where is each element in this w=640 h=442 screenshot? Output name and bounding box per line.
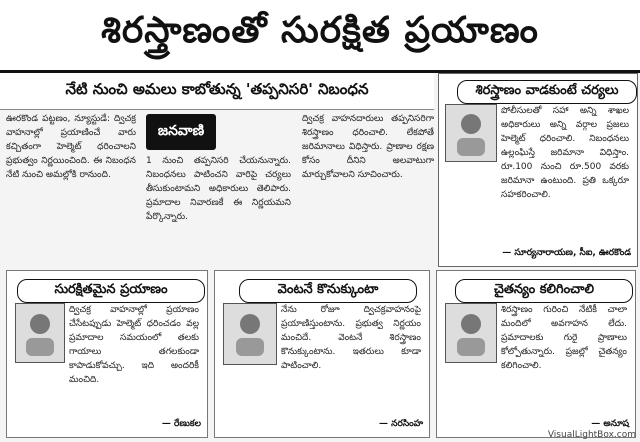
card-3-photo (445, 303, 497, 363)
opinion-card-3 (436, 270, 636, 438)
card-1-title: సురక్షితమైన ప్రయాణం (17, 279, 205, 303)
janavani-logo: జనవాణి (146, 114, 216, 150)
lead-column-2: 1 నుంచి తప్పనిసరి చేయనున్నారు. నిబంధనలు పాటించని వారిపై చర్యలు తీసుకుంటామని అధికారులు తెలిపారు. ప్రమాదాల నివారణకే ఈ నిర్ణయమని పేర్కొన్నారు. (146, 156, 291, 222)
sidebar-byline: — సూర్యనారాయణ, సీఐ, ఊరకొండ (502, 248, 631, 258)
card-2-title: వెంటనే కొనుక్కుంటా (239, 279, 417, 303)
person-icon (449, 108, 493, 158)
card-1-photo (15, 303, 65, 363)
sidebar-box (438, 73, 638, 267)
lead-headline-bar (0, 73, 434, 110)
card-3-body: శిరస్త్రాణం గురించి నేటికీ చాలా మందిలో అవగాహన లేదు. ప్రమాదాలకు గురై ప్రాణాలు కోల్పోతున్నారు. ప్రజల్లో చైతన్యం కలిగించాలి. (501, 305, 627, 371)
lead-column-3: ద్విచక్ర వాహనదారులు తప్పనిసరిగా శిరస్త్రాణం ధరించాలి. లేకపోతే జరిమానాలు విధిస్తారు. ప్రాణాల రక్షణ కోసం దీనిని అలవాటుగా మార్చుకోవాలని సూచించారు. (302, 114, 434, 180)
sidebar-body: పోలీసులతో సహా అన్ని శాఖల అధికారులు అన్ని వర్గాల ప్రజలు హెల్మెట్ ధరించాలి. నిబంధనలు ఉల్లంఘిస్తే జరిమానా విధిస్తాం. రూ.100 నుంచి రూ.500 వరకు జరిమానా ఉంటుంది. ప్రతి ఒక్కరూ సహకరించాలి. (501, 106, 629, 200)
watermark: VisualLightBox.com (547, 430, 636, 440)
page-title: శిరస్త్రాణంతో సురక్షిత ప్రయాణం (101, 10, 539, 51)
person-icon (20, 308, 60, 358)
lead-column-1: ఊరకొండ పట్టణం, న్యూస్టుడే: ద్విచక్ర వాహనాల్లో ప్రయాణించే వారు కచ్చితంగా హెల్మెట్ ధరించాలని ప్రభుత్వం నిర్ణయించింది. ఈ నిబంధన నేటి నుంచి అమల్లోకి రానుంది. (6, 114, 136, 180)
opinion-card-1 (6, 270, 208, 438)
card-3-byline: — అనూష (591, 419, 629, 429)
person-icon (450, 308, 492, 358)
lead-headline: నేటి నుంచి అమలు కాబోతున్న 'తప్పనిసరి' నిబంధన (65, 80, 369, 98)
officer-photo (445, 104, 497, 162)
card-2-body: నేను రోజూ ద్విచక్రవాహనంపై ప్రయాణిస్తుంటాను. ప్రభుత్వ నిర్ణయం మంచిదే. వెంటనే శిరస్త్రాణం కొనుక్కుంటాను. ఇతరులు కూడా పాటించాలి. (281, 305, 421, 371)
person-icon (228, 308, 272, 360)
card-1-body: ద్విచక్ర వాహనాల్లో ప్రయాణం చేసేటప్పుడు హెల్మెట్ ధరించడం వల్ల ప్రమాదాల సమయంలో తలకు గాయాలు తగలకుండా కాపాడుకోవచ్చు. ఇది అందరికీ మంచిది. (69, 305, 199, 385)
card-3-title: చైతన్యం కలిగించాలి (455, 279, 633, 303)
card-2-byline: — నరసింహ (379, 419, 423, 429)
opinion-card-2 (214, 270, 430, 438)
card-2-photo (223, 303, 277, 365)
sidebar-title: శిరస్త్రాణం వాడకుంటే చర్యలు (457, 80, 637, 104)
card-1-byline: — రేణుకల (161, 419, 201, 429)
masthead (0, 0, 640, 73)
